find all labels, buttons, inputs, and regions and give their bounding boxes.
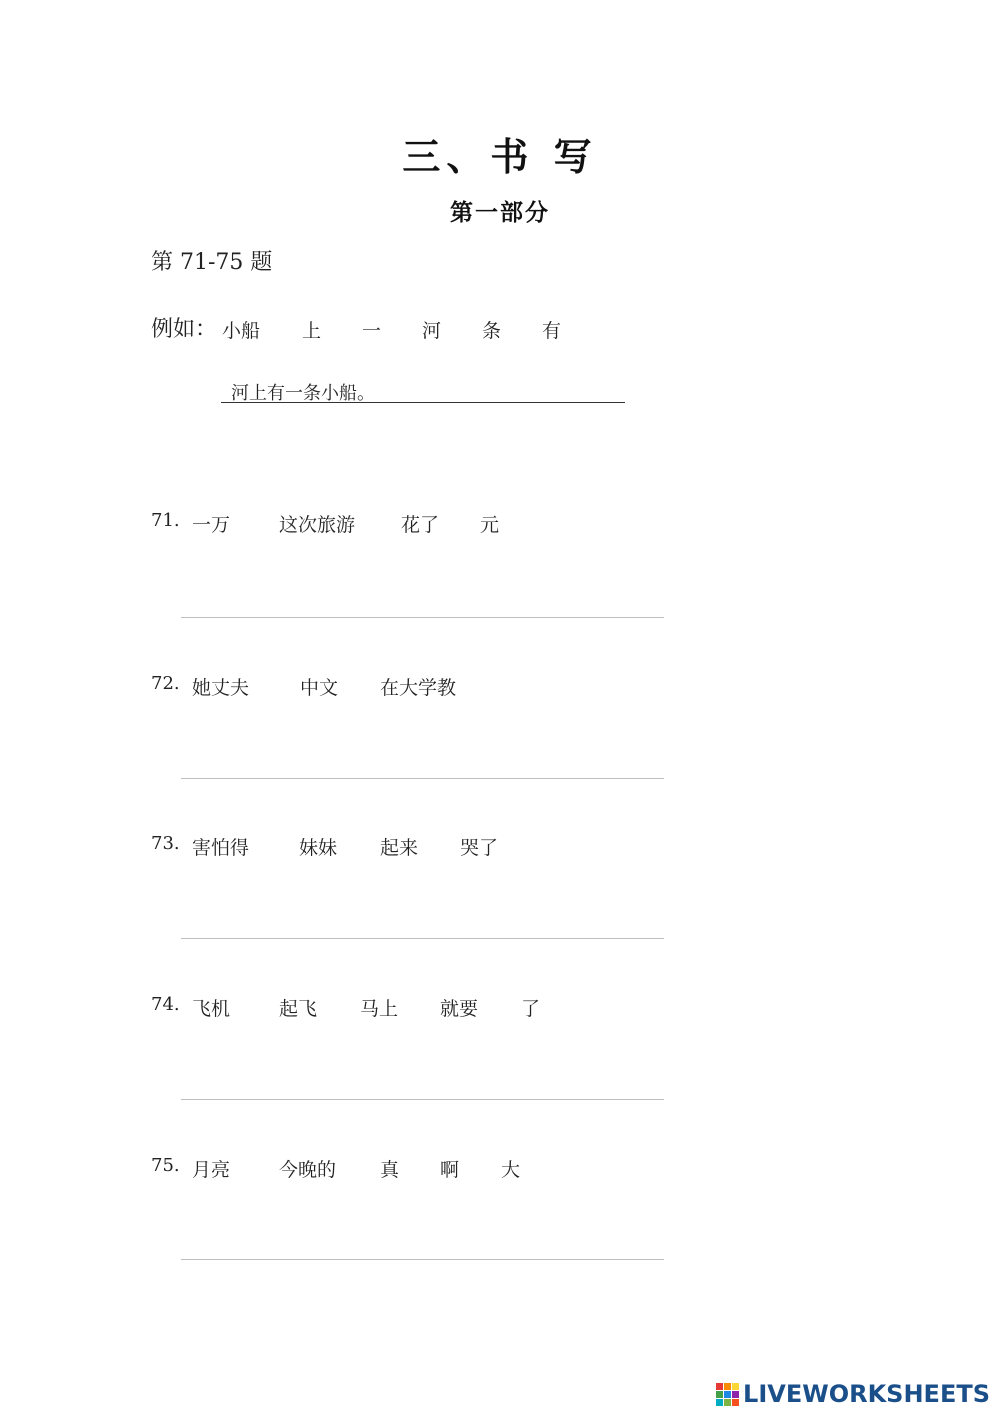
question-number: 74. <box>151 994 180 1015</box>
logo-cell <box>716 1383 723 1390</box>
word-tile: 在大学教 <box>380 677 457 699</box>
example-word: 上 <box>302 320 322 342</box>
question-72 <box>151 673 751 701</box>
example-word: 条 <box>482 320 502 342</box>
word-tile: 啊 <box>440 1159 460 1181</box>
logo-cell <box>732 1399 739 1406</box>
page-title: 三、书 写 <box>402 135 598 179</box>
logo-cell <box>724 1391 731 1398</box>
word-tile: 中文 <box>300 677 339 699</box>
logo-cell <box>724 1383 731 1390</box>
word-tile: 她丈夫 <box>192 677 250 699</box>
example-word: 小船 <box>222 320 261 342</box>
word-tile: 飞机 <box>192 998 231 1020</box>
colorful-grid-icon <box>716 1383 739 1406</box>
word-tile: 一万 <box>192 514 231 536</box>
word-tile: 今晚的 <box>279 1159 337 1181</box>
word-tile: 花了 <box>401 514 440 536</box>
word-tile: 就要 <box>440 998 479 1020</box>
word-tile: 真 <box>380 1159 400 1181</box>
word-tile: 元 <box>480 514 500 536</box>
word-tile: 害怕得 <box>192 837 250 859</box>
question-75 <box>151 1155 751 1183</box>
word-tile: 大 <box>501 1159 521 1181</box>
word-tile: 马上 <box>360 998 399 1020</box>
logo-cell <box>732 1391 739 1398</box>
logo-cell <box>732 1383 739 1390</box>
example-word: 河 <box>422 320 442 342</box>
section-subtitle: 第一部分 <box>450 200 550 226</box>
example-word: 有 <box>542 320 562 342</box>
question-number: 73. <box>151 833 180 854</box>
answer-line-74[interactable] <box>181 1099 664 1100</box>
word-tile: 哭了 <box>460 837 499 859</box>
answer-line-71[interactable] <box>181 617 664 618</box>
example-row <box>151 312 562 342</box>
question-number: 72. <box>151 673 180 694</box>
question-number: 71. <box>151 510 180 531</box>
answer-line-75[interactable] <box>181 1259 664 1260</box>
liveworksheets-logo <box>716 1381 990 1407</box>
logo-cell <box>724 1399 731 1406</box>
example-word: 一 <box>362 320 382 342</box>
question-74 <box>151 994 751 1022</box>
question-number: 75. <box>151 1155 180 1176</box>
word-tile: 妹妹 <box>299 837 338 859</box>
brand-name: LIVEWORKSHEETS <box>743 1380 990 1408</box>
word-tile: 起来 <box>380 837 419 859</box>
word-tile: 这次旅游 <box>279 514 356 536</box>
question-71 <box>151 510 751 538</box>
word-tile: 月亮 <box>192 1159 231 1181</box>
example-label: 例如： <box>151 317 218 342</box>
example-answer: 河上有一条小船。 <box>221 379 625 403</box>
word-tile: 起飞 <box>279 998 318 1020</box>
word-tile: 了 <box>521 998 541 1020</box>
answer-line-72[interactable] <box>181 778 664 779</box>
answer-line-73[interactable] <box>181 938 664 939</box>
question-range: 第 71-75 题 <box>151 250 273 275</box>
question-73 <box>151 833 751 861</box>
logo-cell <box>716 1399 723 1406</box>
logo-cell <box>716 1391 723 1398</box>
